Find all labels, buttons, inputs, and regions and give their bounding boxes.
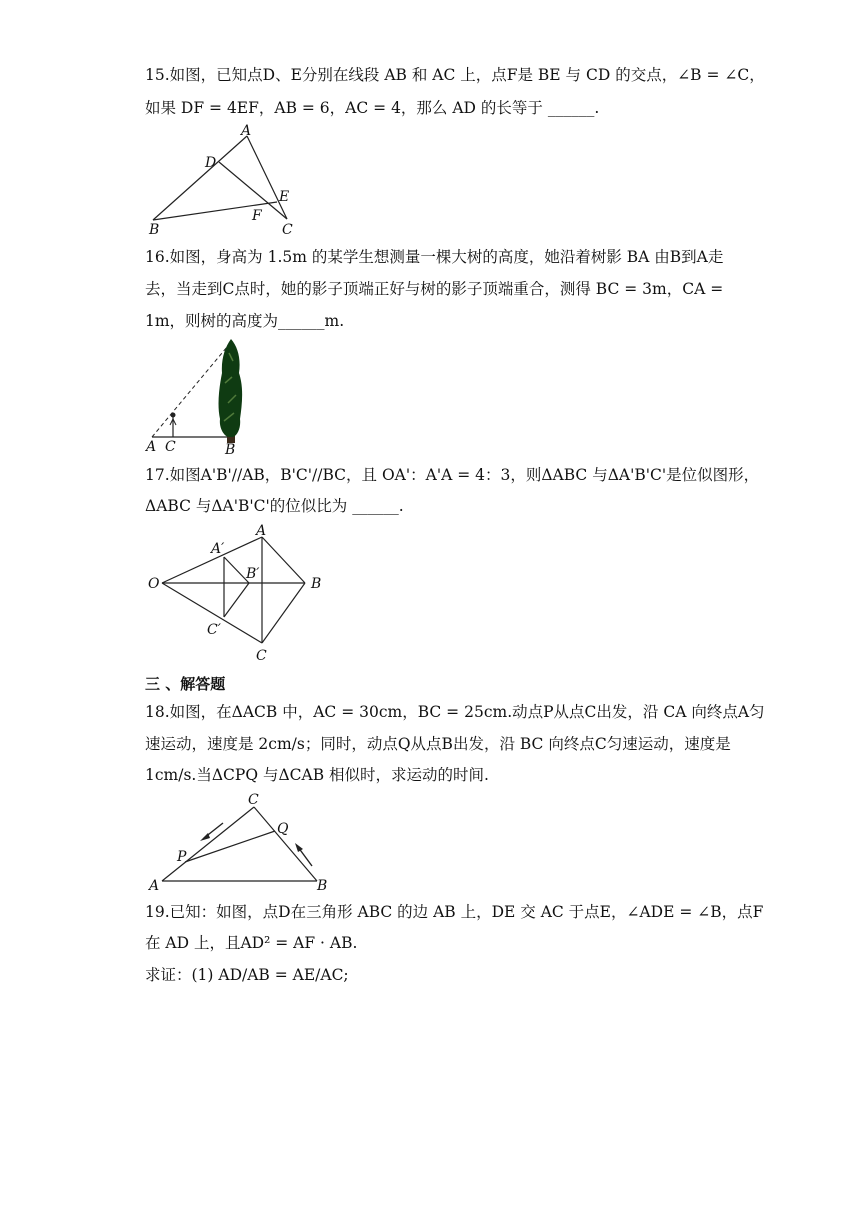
q17-label-b: B: [311, 576, 322, 592]
q15-text-line2: 如果 DF = 4EF，AB = 6，AC = 4，那么 AD 的长等于 ______.: [145, 99, 600, 117]
tree-icon: [219, 339, 243, 443]
q16-text-line3: 1m，则树的高度为______m.: [145, 312, 345, 330]
q17-label-c: C: [256, 648, 267, 664]
direction-arrow-icon: [295, 843, 312, 866]
q16-label-b: B: [225, 442, 236, 458]
q15-label-c: C: [282, 222, 293, 237]
q18-text-line2: 速运动，速度是 2cm/s；同时，动点Q从点B出发，沿 BC 向终点C匀速运动，速度是: [145, 735, 731, 753]
q16-label-c: C: [165, 439, 176, 455]
q19-text-line2: 在 AD 上，且AD² = AF · AB.: [145, 934, 358, 952]
q16-text-line1: 16.如图，身高为 1.5m 的某学生想测量一棵大树的高度，她沿着树影 BA 由B到A走: [145, 248, 724, 266]
q16-figure: [140, 333, 260, 458]
q15-label-e: E: [279, 189, 290, 205]
direction-arrow-icon: [200, 823, 223, 841]
q15-label-f: F: [252, 208, 262, 224]
q18-label-c: C: [248, 792, 259, 808]
q15-label-a: A: [241, 123, 252, 139]
section-heading: 三 、解答题: [145, 675, 226, 693]
q17-text-line1: 17.如图A'B'//AB，B'C'//BC，且 OA'：A'A = 4：3，则ΔABC 与ΔA'B'C'是位似图形，: [145, 466, 760, 484]
q18-label-b: B: [317, 878, 328, 892]
q15-figure: [140, 122, 300, 237]
q18-label-a: A: [149, 878, 160, 892]
q17-label-b-prime: B′: [246, 566, 260, 582]
q15-label-b: B: [149, 222, 160, 237]
q18-label-p: P: [177, 849, 187, 865]
q17-label-a: A: [256, 523, 267, 539]
q18-text-line1: 18.如图，在ΔACB 中，AC = 30cm，BC = 25cm.动点P从点C出发，沿 CA 向终点A匀: [145, 703, 765, 721]
q17-text-line2: ΔABC 与ΔA'B'C'的位似比为 ______.: [145, 497, 404, 515]
q16-label-a: A: [146, 439, 157, 455]
q17-label-a-prime: A′: [211, 541, 225, 557]
q19-text-line1: 19.已知：如图，点D在三角形 ABC 的边 AB 上，DE 交 AC 于点E，∠ADE = ∠B，点F: [145, 903, 764, 921]
q18-label-q: Q: [277, 821, 289, 837]
q18-figure: [140, 787, 340, 892]
q17-label-c-prime: C′: [207, 622, 221, 638]
q19-text-line3: 求证：(1) AD/AB = AE/AC;: [145, 966, 349, 984]
q15-label-d: D: [205, 155, 217, 171]
q17-label-o: O: [148, 576, 160, 592]
q16-text-line2: 去，当走到C点时，她的影子顶端正好与树的影子顶端重合，测得 BC = 3m，CA =: [145, 280, 724, 298]
q18-text-line3: 1cm/s.当ΔCPQ 与ΔCAB 相似时，求运动的时间.: [145, 766, 489, 784]
q17-figure: [140, 520, 340, 665]
q15-text-line1: 15.如图，已知点D、E分别在线段 AB 和 AC 上，点F是 BE 与 CD 的交点，∠B = ∠C，: [145, 66, 765, 84]
